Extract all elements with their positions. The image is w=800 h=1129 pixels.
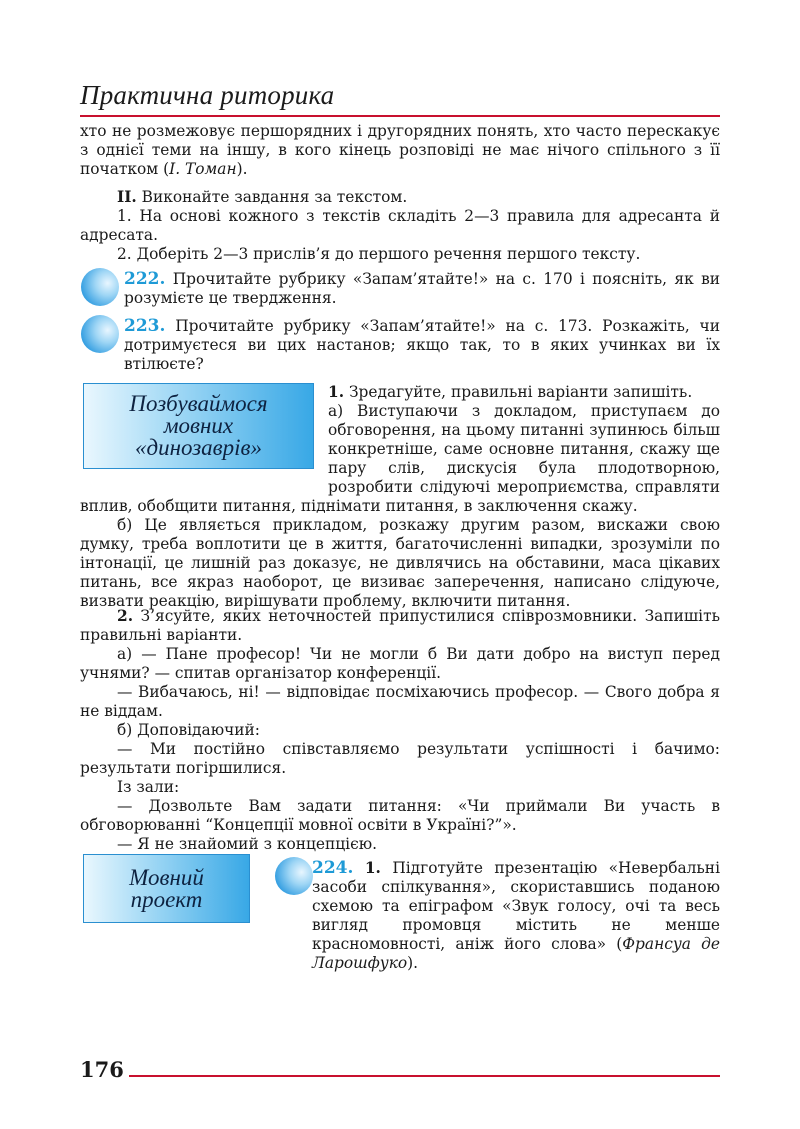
bold-run: 2.: [117, 607, 134, 625]
task-marker-icon: [81, 268, 119, 306]
text-run: ).: [236, 160, 248, 178]
text-run: — Вибачаюсь, ні! — відповідає посміхаючись професор. — Свого добра я не віддам.: [80, 683, 720, 720]
task-223: [124, 317, 720, 374]
text-run: б) Доповідаючий:: [117, 721, 260, 739]
text-run: Підготуйте презентацію «Невербальні засоби спілкування», скориставшись поданою схемою та епіграфом «Звук голосу, очі та весь вигляд промовця містить не менше красномовності, аніж його слова» (: [312, 859, 720, 953]
dialogue-line: [80, 835, 720, 854]
text-run: а) — Пане професор! Чи не могли б Ви дати добро на виступ перед учнями? — спитав організатор конференції.: [80, 645, 720, 682]
task-heading: [80, 188, 720, 207]
text-run: — Дозвольте Вам задати питання: «Чи приймали Ви участь в обговорюванні “Концепції мовної освіти в Україні?”».: [80, 797, 720, 834]
text-run: 1. На основі кожного з текстів складіть 2—3 правила для адресанта й адресата.: [80, 207, 720, 244]
dialogue-line: [80, 683, 720, 721]
section-label-line: проект: [130, 886, 203, 912]
task-text: [312, 859, 720, 972]
dialogue-line: [80, 721, 720, 740]
dialogue-line: [80, 797, 720, 835]
task-number: 223.: [124, 316, 166, 336]
exercise-heading: [80, 607, 720, 645]
task-222: [124, 270, 720, 308]
bold-run: 1.: [364, 859, 381, 877]
task-224: [312, 859, 720, 973]
task-item: [80, 245, 720, 264]
dialogue-line: [80, 645, 720, 683]
text-run: — Я не знайомий з концепцією.: [117, 835, 378, 853]
task-item: [80, 207, 720, 245]
section-label-line: Мовний: [129, 864, 204, 890]
intro-block: [80, 122, 720, 264]
text-run: Виконайте завдання за текстом.: [136, 188, 408, 206]
page-header-title: Практична риторика: [80, 80, 335, 110]
section-label-line: Позбуваймося: [129, 391, 268, 416]
exercise-2: [80, 607, 720, 854]
bold-run: II.: [117, 188, 137, 206]
section-label-line: мовних: [163, 413, 234, 438]
text-run: б) Це являється прикладом, розкажу другим разом, вискажи свою думку, треба воплотити це в життя, багаточисленні випадки, зрозуміли по інтонації, це лишній раз доказує, не дивлячись на обставини, маса цікавих питань, все якраз наоборот, це визиває заперечення, написано слідуюче, визвати реакцію, вирішувати проблему, включити питання.: [80, 516, 720, 610]
task-number: 222.: [124, 269, 166, 289]
dialogue-line: [80, 740, 720, 778]
text-run: З’ясуйте, яких неточностей припустилися співрозмовники. Запишіть правильні варіанти.: [80, 607, 720, 644]
text-run: Із зали:: [117, 778, 180, 796]
italic-run: Франсуа де Ларошфуко: [312, 935, 720, 972]
text-run: а) Виступаючи з докладом, приступаєм до обговорення, на цьому питанні зупинюсь більш конкретніше, саме основне питання, скажу ще пару слів, дискусія була плодотворною, розробити слідуючі мероприємства, справляти вплив, обобщити питання, піднімати питання, в заключення скажу.: [80, 402, 720, 515]
task-text: Прочитайте рубрику «Запам’ятайте!» на с. 170 і поясніть, як ви розумієте це твердження.: [124, 270, 720, 307]
task-marker-icon: [81, 315, 119, 353]
bold-run: 1.: [328, 383, 345, 401]
task-number: 224.: [312, 858, 354, 878]
text-run: ).: [407, 954, 419, 972]
dialogue-line: [80, 778, 720, 797]
page-number: 176: [80, 1057, 124, 1082]
text-run: хто не розмежовує першорядних і другорядних понять, хто часто перескакує з однієї теми на іншу, в кого кінець розповіді не має нічого спільного з її початком (: [80, 122, 720, 178]
text-run: — Ми постійно співставляємо результати успішності і бачимо: результати погіршилися.: [80, 740, 720, 777]
footer-rule: [129, 1075, 720, 1077]
text-run: 2. Доберіть 2—3 прислів’я до першого речення першого тексту.: [117, 245, 641, 263]
exercise-item: [80, 516, 720, 611]
section-label-line: «динозаврів»: [134, 435, 263, 460]
task-text: Прочитайте рубрику «Запам’ятайте!» на с. 173. Розкажіть, чи дотримуєтеся ви цих настанов; якщо так, то в яких учинках ви їх втілюєте?: [124, 317, 720, 373]
exercise-1: [80, 383, 720, 611]
section-label-project: [83, 854, 250, 923]
text-run: Зредагуйте, правильні варіанти запишіть.: [344, 383, 693, 401]
header-rule: [80, 115, 720, 117]
text-run: [353, 859, 364, 877]
italic-run: І. Томан: [169, 160, 237, 178]
intro-paragraph: [80, 122, 720, 179]
task-marker-icon: [275, 857, 313, 895]
